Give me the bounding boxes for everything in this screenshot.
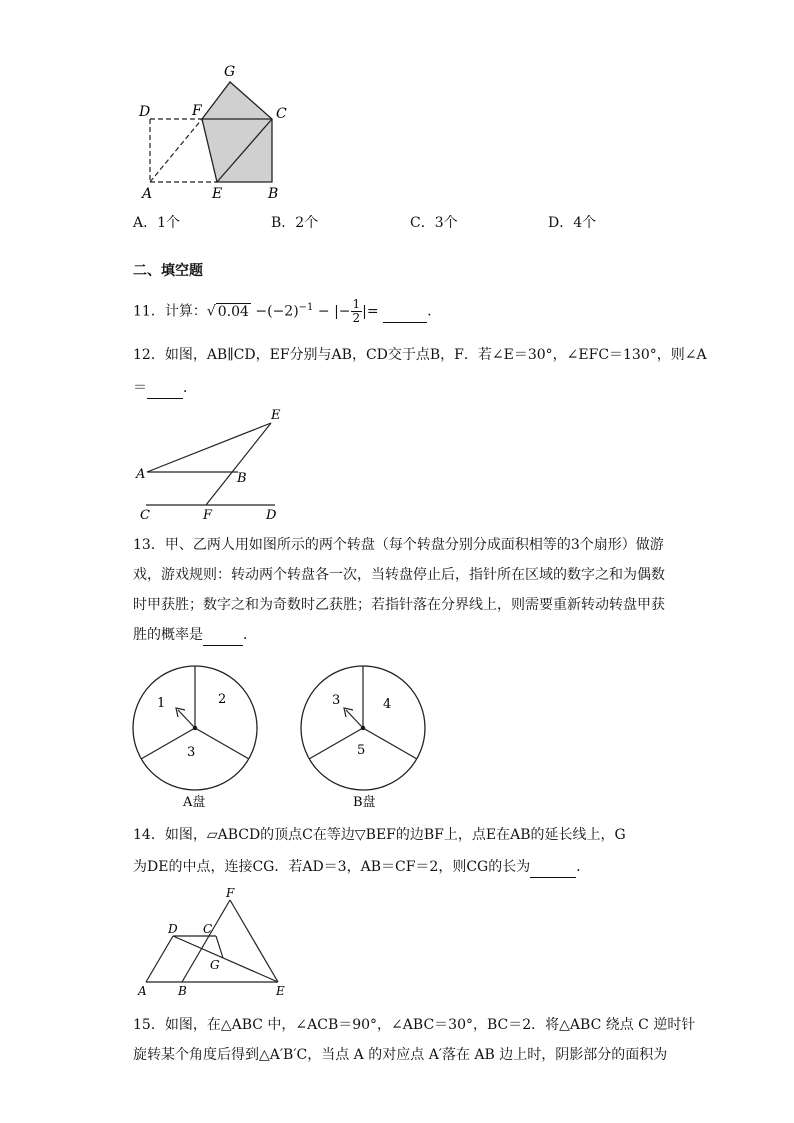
q13-spinner-a xyxy=(130,665,262,815)
q10-label-e: E xyxy=(212,186,223,202)
q14-line-fe xyxy=(230,900,278,982)
q11-abs-open: | xyxy=(334,303,339,320)
q12-label-d: D xyxy=(266,508,277,523)
q14-label-b: B xyxy=(178,984,187,998)
spinner-a-sector-3: 3 xyxy=(187,745,196,760)
q14-line2 xyxy=(133,857,590,878)
q10-label-g: G xyxy=(224,64,236,80)
spinner-a-sector-2: 2 xyxy=(218,692,227,707)
q13-spinner-b xyxy=(298,665,430,815)
q13-answer-blank[interactable] xyxy=(203,625,243,646)
q10-label-d: D xyxy=(139,104,151,120)
q12-label-e: E xyxy=(271,408,281,423)
q12-figure xyxy=(130,405,290,523)
q12-line2 xyxy=(133,378,197,399)
q12-answer-blank[interactable] xyxy=(147,378,183,399)
spinner-b-sector-5: 5 xyxy=(357,743,366,758)
q14-answer-blank[interactable] xyxy=(530,857,576,878)
q14-line2-end: ． xyxy=(576,859,591,875)
q12-line2-end: ． xyxy=(183,380,197,396)
q15-line1: 15．如图，在△ABC 中，∠ACB＝90°，∠ABC＝30°，BC＝2．将△ABC 绕点 C 逆时针 xyxy=(133,1017,696,1033)
q10-label-b: B xyxy=(268,186,279,202)
q14-label-c: C xyxy=(203,922,213,936)
q14-figure xyxy=(130,885,295,1003)
q13-line3: 时甲获胜；数字之和为奇数时乙获胜；若指针落在分界线上，则需要重新转动转盘甲获 xyxy=(133,597,665,613)
q13-line4-text: 胜的概率是 xyxy=(133,627,203,643)
q10-choice-d: D．4个 xyxy=(548,215,597,231)
q11-abs-close: | xyxy=(362,303,367,320)
q11-abs-sign: − xyxy=(338,303,351,320)
q11-power-exp: −1 xyxy=(298,302,314,313)
q14-label-f: F xyxy=(226,886,235,900)
q11-answer-blank[interactable] xyxy=(383,302,427,323)
q14-line-bf xyxy=(182,900,230,982)
q13-line4 xyxy=(133,625,257,646)
q11-minus1: − xyxy=(255,303,268,320)
spinner-b-sector-3: 3 xyxy=(332,693,341,708)
q14-label-e: E xyxy=(276,984,285,998)
q11-sqrt-sign: √ xyxy=(206,303,216,320)
q14-label-a: A xyxy=(138,984,147,998)
q12-line2-prefix: ＝ xyxy=(133,380,147,396)
spinner-a-label: A盘 xyxy=(183,795,206,810)
q11-line xyxy=(133,298,432,325)
q14-label-g: G xyxy=(210,958,220,972)
q10-choice-a: A．1个 xyxy=(133,215,181,231)
q10-choice-c: C．3个 xyxy=(410,215,458,231)
section-title: 二、填空题 xyxy=(133,263,203,279)
spinner-a-sector-1: 1 xyxy=(157,696,166,711)
spinner-b-label: B盘 xyxy=(353,795,376,810)
q11-equals: = xyxy=(366,303,379,320)
q13-line1: 13．甲、乙两人用如图所示的两个转盘（每个转盘分别分成面积相等的3个扇形）做游 xyxy=(133,537,664,553)
q11-sqrt-arg: 0.04 xyxy=(217,303,249,320)
spinner-b-sector-4: 4 xyxy=(383,697,392,712)
q11-number: 11．计算： xyxy=(133,303,207,320)
q12-line1: 12．如图，AB∥CD，EF分别与AB，CD交于点B，F．若∠E＝30°，∠EFC＝130°，则∠A xyxy=(133,347,707,363)
q10-figure xyxy=(130,60,300,205)
q14-line1: 14．如图，▱ABCD的顶点C在等边▽BEF的边BF上，点E在AB的延长线上，G xyxy=(133,827,626,843)
q10-choice-b: B．2个 xyxy=(271,215,319,231)
q11-fraction xyxy=(351,298,363,325)
q14-line2-text: 为DE的中点，连接CG．若AD＝3，AB＝CF＝2，则CG的长为 xyxy=(133,859,531,875)
q12-label-b: B xyxy=(237,471,247,486)
q13-line4-end: ． xyxy=(243,627,257,643)
q14-line-de xyxy=(173,936,278,982)
q11-frac-den: 2 xyxy=(352,311,361,326)
q12-label-c: C xyxy=(140,508,150,523)
q11-power-base: (−2) xyxy=(267,303,299,320)
q10-label-a: A xyxy=(142,186,153,202)
q11-minus2: − xyxy=(317,303,330,320)
q10-label-f: F xyxy=(192,103,202,119)
q13-line2: 戏，游戏规则：转动两个转盘各一次，当转盘停止后，指针所在区域的数字之和为偶数 xyxy=(133,567,665,583)
q11-end: . xyxy=(427,303,432,320)
q11-frac-num: 1 xyxy=(352,297,361,312)
q14-line-ad xyxy=(146,936,173,982)
q12-label-a: A xyxy=(136,467,146,482)
q14-label-d: D xyxy=(168,922,178,936)
q10-dashed-diag xyxy=(150,119,202,182)
q15-line2: 旋转某个角度后得到△A′B′C，当点 A 的对应点 A′落在 AB 边上时，阴影部分的面积为 xyxy=(133,1047,668,1063)
q10-label-c: C xyxy=(276,106,287,122)
q12-line-ae xyxy=(147,423,271,472)
q12-label-f: F xyxy=(203,508,213,523)
